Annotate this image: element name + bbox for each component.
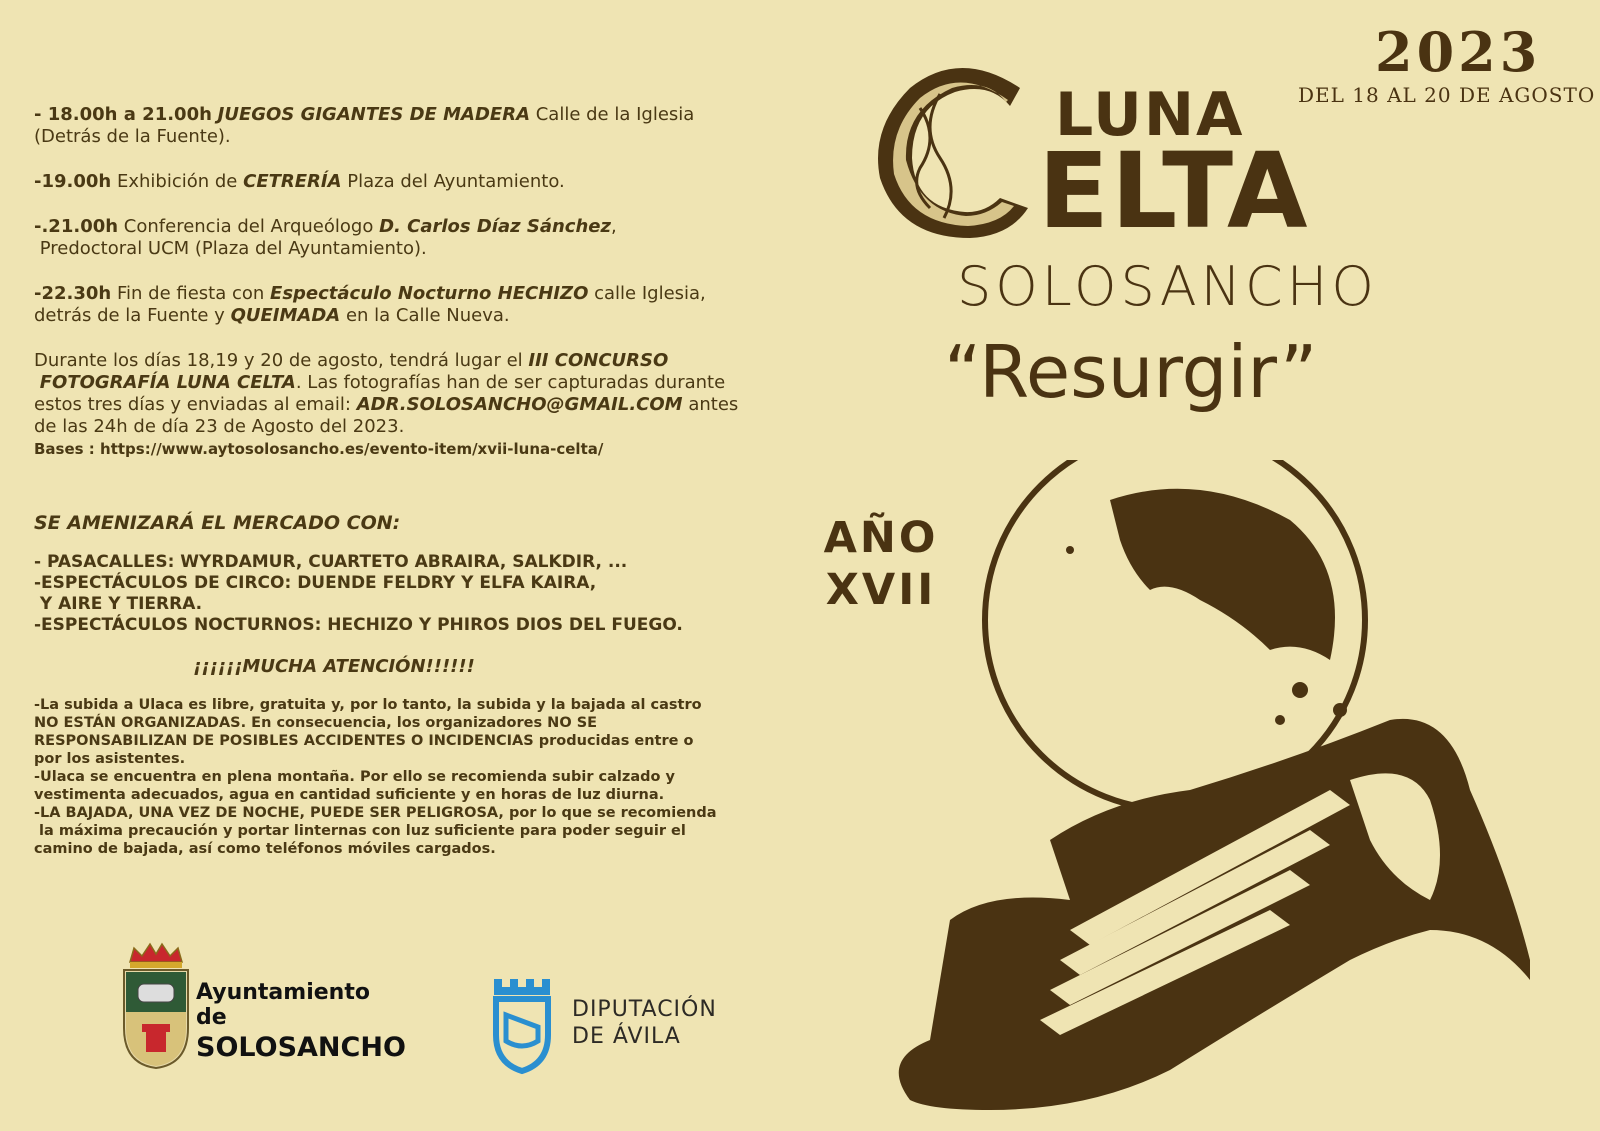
market-item: - PASACALLES: WYRDAMUR, CUARTETO ABRAIRA, SALKDIR, ... [34,552,628,572]
schedule-item-4 [34,283,794,327]
market-item: -ESPECTÁCULOS NOCTURNOS: HECHIZO Y PHIROS DIOS DEL FUEGO. [34,615,683,635]
contest-title-1: III CONCURSO [528,350,669,371]
contest-text-4: de las 24h de día 23 de Agosto del 2023. [34,416,405,437]
schedule-item-3 [34,216,794,260]
notice-line: camino de bajada, así como teléfonos móviles cargados. [34,841,496,857]
market-item: -ESPECTÁCULOS DE CIRCO: DUENDE FELDRY Y ELFA KAIRA, [34,573,597,593]
coat-of-arms-icon [120,940,192,1070]
attention-heading: ¡¡¡¡¡¡MUCHA ATENCIÓN!!!!!! [193,656,475,677]
notice-line: NO ESTÁN ORGANIZADAS. En consecuencia, los organizadores NO SE [34,715,598,731]
moon-and-stairs-illustration [870,460,1590,1120]
time-label: -22.30h [34,283,112,304]
event-title: CETRERÍA [243,171,342,192]
contest-intro: Durante los días 18,19 y 20 de agosto, tendrá lugar el [34,350,523,371]
event-place: Plaza del Ayuntamiento. [347,171,565,192]
left-panel [34,104,794,858]
notice-line: -LA BAJADA, UNA VEZ DE NOCHE, PUEDE SER PELIGROSA, por lo que se recomienda [34,805,717,821]
event-place: Calle de la Iglesia [535,104,695,125]
market-list [34,552,794,636]
cover-panel [823,0,1600,1131]
ayuntamiento-logo [120,940,406,1070]
contest-text-2: estos tres días y enviadas al email: [34,394,351,415]
event-place-2b: en la Calle Nueva. [345,305,510,326]
event-pre: Conferencia del Arqueólogo [123,216,374,237]
edition-line-1: AÑO [823,513,939,563]
notice-line: vestimenta adecuados, agua en cantidad suficiente y en horas de luz diurna. [34,787,665,803]
notice-line: la máxima precaución y portar linternas con luz suficiente para poder seguir el [34,823,686,839]
contest-bases-link[interactable]: Bases : https://www.aytosolosancho.es/evento-item/xvii-luna-celta/ [34,440,604,458]
event-pre: Fin de fiesta con [116,283,265,304]
event-title: JUEGOS GIGANTES DE MADERA [217,104,530,125]
notice-line: -La subida a Ulaca es libre, gratuita y, por lo tanto, la subida y la bajada al castro [34,697,702,713]
contest-title-2: FOTOGRAFÍA LUNA CELTA [39,372,296,393]
ayuntamiento-line-1: Ayuntamiento de [196,980,370,1030]
diputacion-logo [490,975,730,1075]
diputacion-line-2: DE ÁVILA [572,1024,681,1049]
event-title: D. Carlos Díaz Sánchez [379,216,611,237]
luna-title: LUNA [1055,80,1245,150]
event-place-2: Predoctoral UCM (Plaza del Ayuntamiento). [39,238,427,259]
market-item: Y AIRE Y TIERRA. [34,594,203,614]
contest-email[interactable]: ADR.SOLOSANCHO@GMAIL.COM [356,394,683,415]
notice-line: -Ulaca se encuentra en plena montaña. Por ello se recomienda subir calzado y [34,769,675,785]
notice-line: RESPONSABILIZAN DE POSIBLES ACCIDENTES O INCIDENCIAS producidas entre o [34,733,694,749]
dates-label: DEL 18 AL 20 DE AGOSTO [1298,83,1596,107]
time-label: -19.00h [34,171,112,192]
celtic-c-icon [860,48,1060,248]
event-place-2: (Detrás de la Fuente). [34,126,231,147]
edition-line-2: XVII [825,565,937,615]
notice-line: por los asistentes. [34,751,186,767]
event-place: calle Iglesia, [594,283,706,304]
celta-title: ELTA [1038,130,1310,252]
market-title: SE AMENIZARÁ EL MERCADO CON: [34,512,401,534]
event-place-2a: detrás de la Fuente y [34,305,225,326]
time-label: -.21.00h [34,216,119,237]
contest-text-1: . Las fotografías han de ser capturadas durante [295,372,726,393]
event-pre: Exhibición de [116,171,238,192]
diputacion-line-1: DIPUTACIÓN [572,997,717,1022]
event-comma: , [610,216,617,237]
ayuntamiento-text [196,980,406,1063]
safety-notice [34,696,794,858]
diputacion-text [572,997,717,1049]
schedule-item-2 [34,171,794,193]
theme-title: “Resurgir” [944,330,1318,414]
year-label: 2023 [1375,20,1542,84]
contest-paragraph [34,350,794,460]
schedule-item-1 [34,104,794,148]
diputacion-shield-icon [490,975,554,1075]
town-label: SOLOSANCHO [957,255,1378,318]
contest-text-3: antes [688,394,739,415]
ayuntamiento-line-2: SOLOSANCHO [196,1032,406,1063]
time-label: - 18.00h a 21.00h [34,104,212,125]
event-title-2: QUEIMADA [230,305,341,326]
event-title: Espectáculo Nocturno HECHIZO [270,283,589,304]
